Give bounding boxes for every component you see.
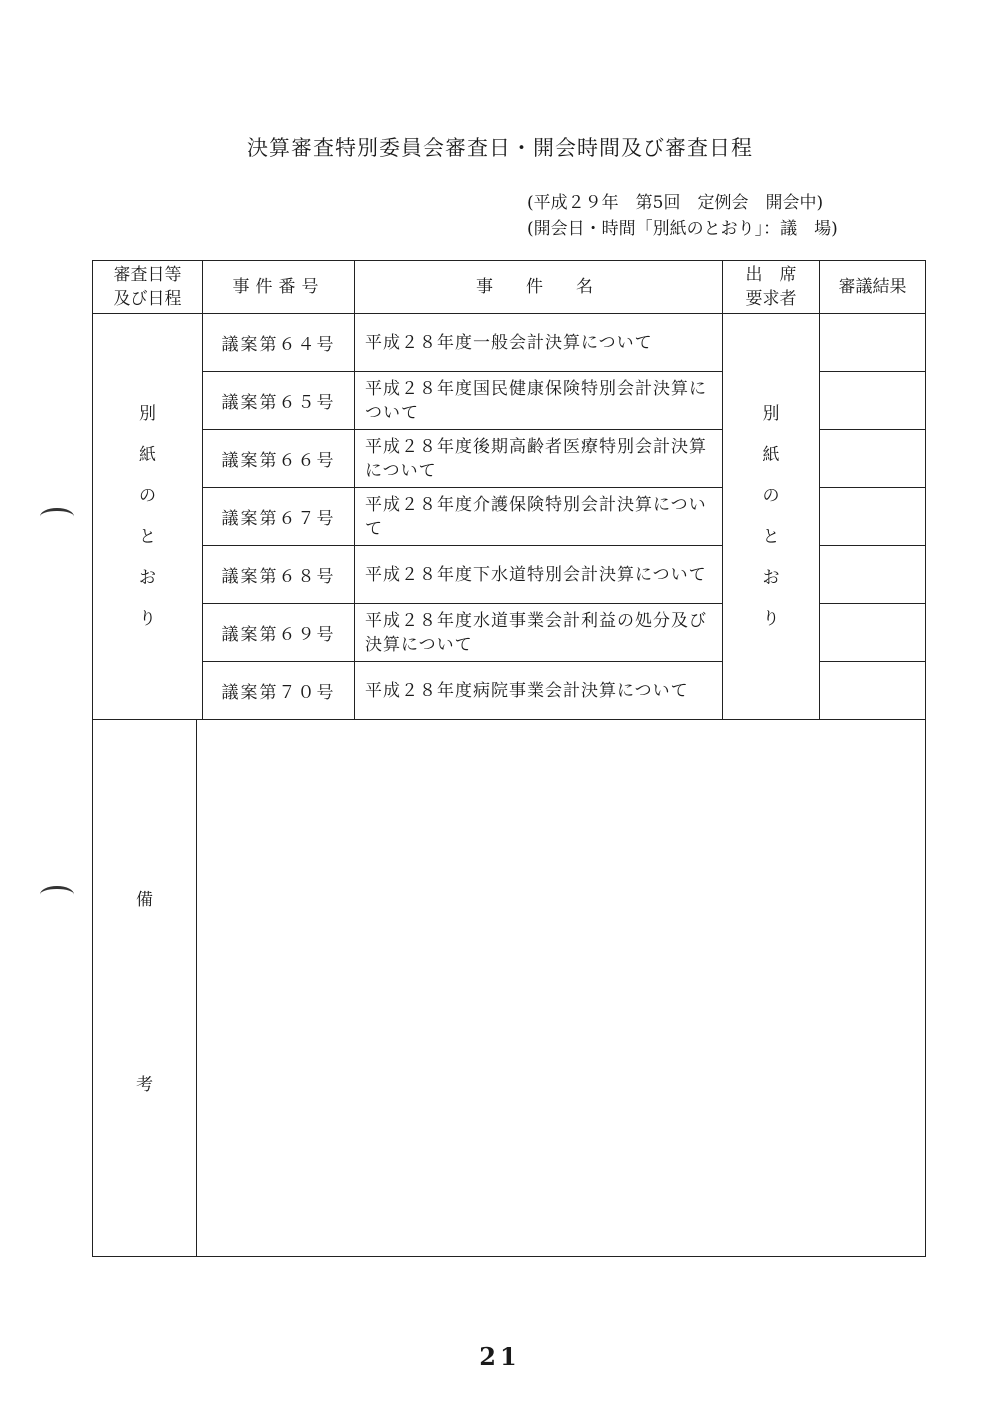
- case-number: 議案第６７号: [203, 488, 355, 546]
- vertical-char: の: [139, 485, 156, 506]
- result-cell: [820, 488, 926, 546]
- vertical-char: り: [762, 608, 780, 629]
- remarks-row: [93, 720, 926, 1257]
- vertical-char: 別: [139, 403, 156, 424]
- header-attendance: [723, 261, 820, 314]
- header-row: [93, 261, 926, 314]
- case-number: 議案第６４号: [203, 314, 355, 372]
- header-case-name: 事 件 名: [355, 261, 723, 314]
- header-case-number: 事件番号: [203, 261, 355, 314]
- vertical-char: お: [762, 567, 780, 588]
- case-name: 平成２８年度下水道特別会計決算について: [355, 546, 723, 604]
- remarks-label-cell: [93, 720, 197, 1257]
- vertical-char: 紙: [762, 444, 780, 465]
- table-row: [93, 314, 926, 372]
- case-name: 平成２８年度介護保険特別会計決算について: [355, 488, 723, 546]
- header-attendance-label: 出 席 要求者: [745, 265, 797, 309]
- result-cell: [820, 314, 926, 372]
- header-date: [93, 261, 203, 314]
- case-number: 議案第６６号: [203, 430, 355, 488]
- attendance-cell: [723, 314, 820, 720]
- vertical-char: り: [139, 608, 156, 629]
- case-rows: [93, 314, 926, 720]
- remarks-label-char: 備: [136, 890, 153, 910]
- result-cell: [820, 372, 926, 430]
- remarks-content: [197, 720, 926, 1257]
- header-result: 審議結果: [820, 261, 926, 314]
- punch-hole-mark: [40, 508, 74, 525]
- case-number: 議案第７０号: [203, 662, 355, 720]
- vertical-char: お: [139, 567, 156, 588]
- case-name: 平成２８年度後期高齢者医療特別会計決算について: [355, 430, 723, 488]
- vertical-char: 紙: [139, 444, 156, 465]
- case-name: 平成２８年度国民健康保険特別会計決算について: [355, 372, 723, 430]
- result-cell: [820, 662, 926, 720]
- case-number: 議案第６８号: [203, 546, 355, 604]
- vertical-char: と: [762, 526, 780, 547]
- session-info: (平成２９年 第5回 定例会 開会中): [527, 193, 824, 213]
- punch-hole-mark: [40, 886, 74, 903]
- page-number: 21: [479, 1342, 521, 1371]
- vertical-char: と: [139, 526, 156, 547]
- document-title: 決算審査特別委員会審査日・開会時間及び審査日程: [247, 136, 753, 160]
- vertical-char: の: [762, 485, 780, 506]
- venue-info: (開会日・時間「別紙のとおり」：議 場): [527, 219, 838, 239]
- date-cell: [93, 314, 203, 720]
- case-name: 平成２８年度病院事業会計決算について: [355, 662, 723, 720]
- remarks-label-char: 考: [136, 1075, 153, 1095]
- header-date-label: 審査日等 及び日程: [113, 265, 182, 309]
- case-number: 議案第６９号: [203, 604, 355, 662]
- vertical-char: 別: [762, 403, 780, 424]
- result-cell: [820, 546, 926, 604]
- result-cell: [820, 604, 926, 662]
- schedule-table: [92, 260, 926, 1257]
- case-number: 議案第６５号: [203, 372, 355, 430]
- result-cell: [820, 430, 926, 488]
- case-name: 平成２８年度水道事業会計利益の処分及び決算について: [355, 604, 723, 662]
- case-name: 平成２８年度一般会計決算について: [355, 314, 723, 372]
